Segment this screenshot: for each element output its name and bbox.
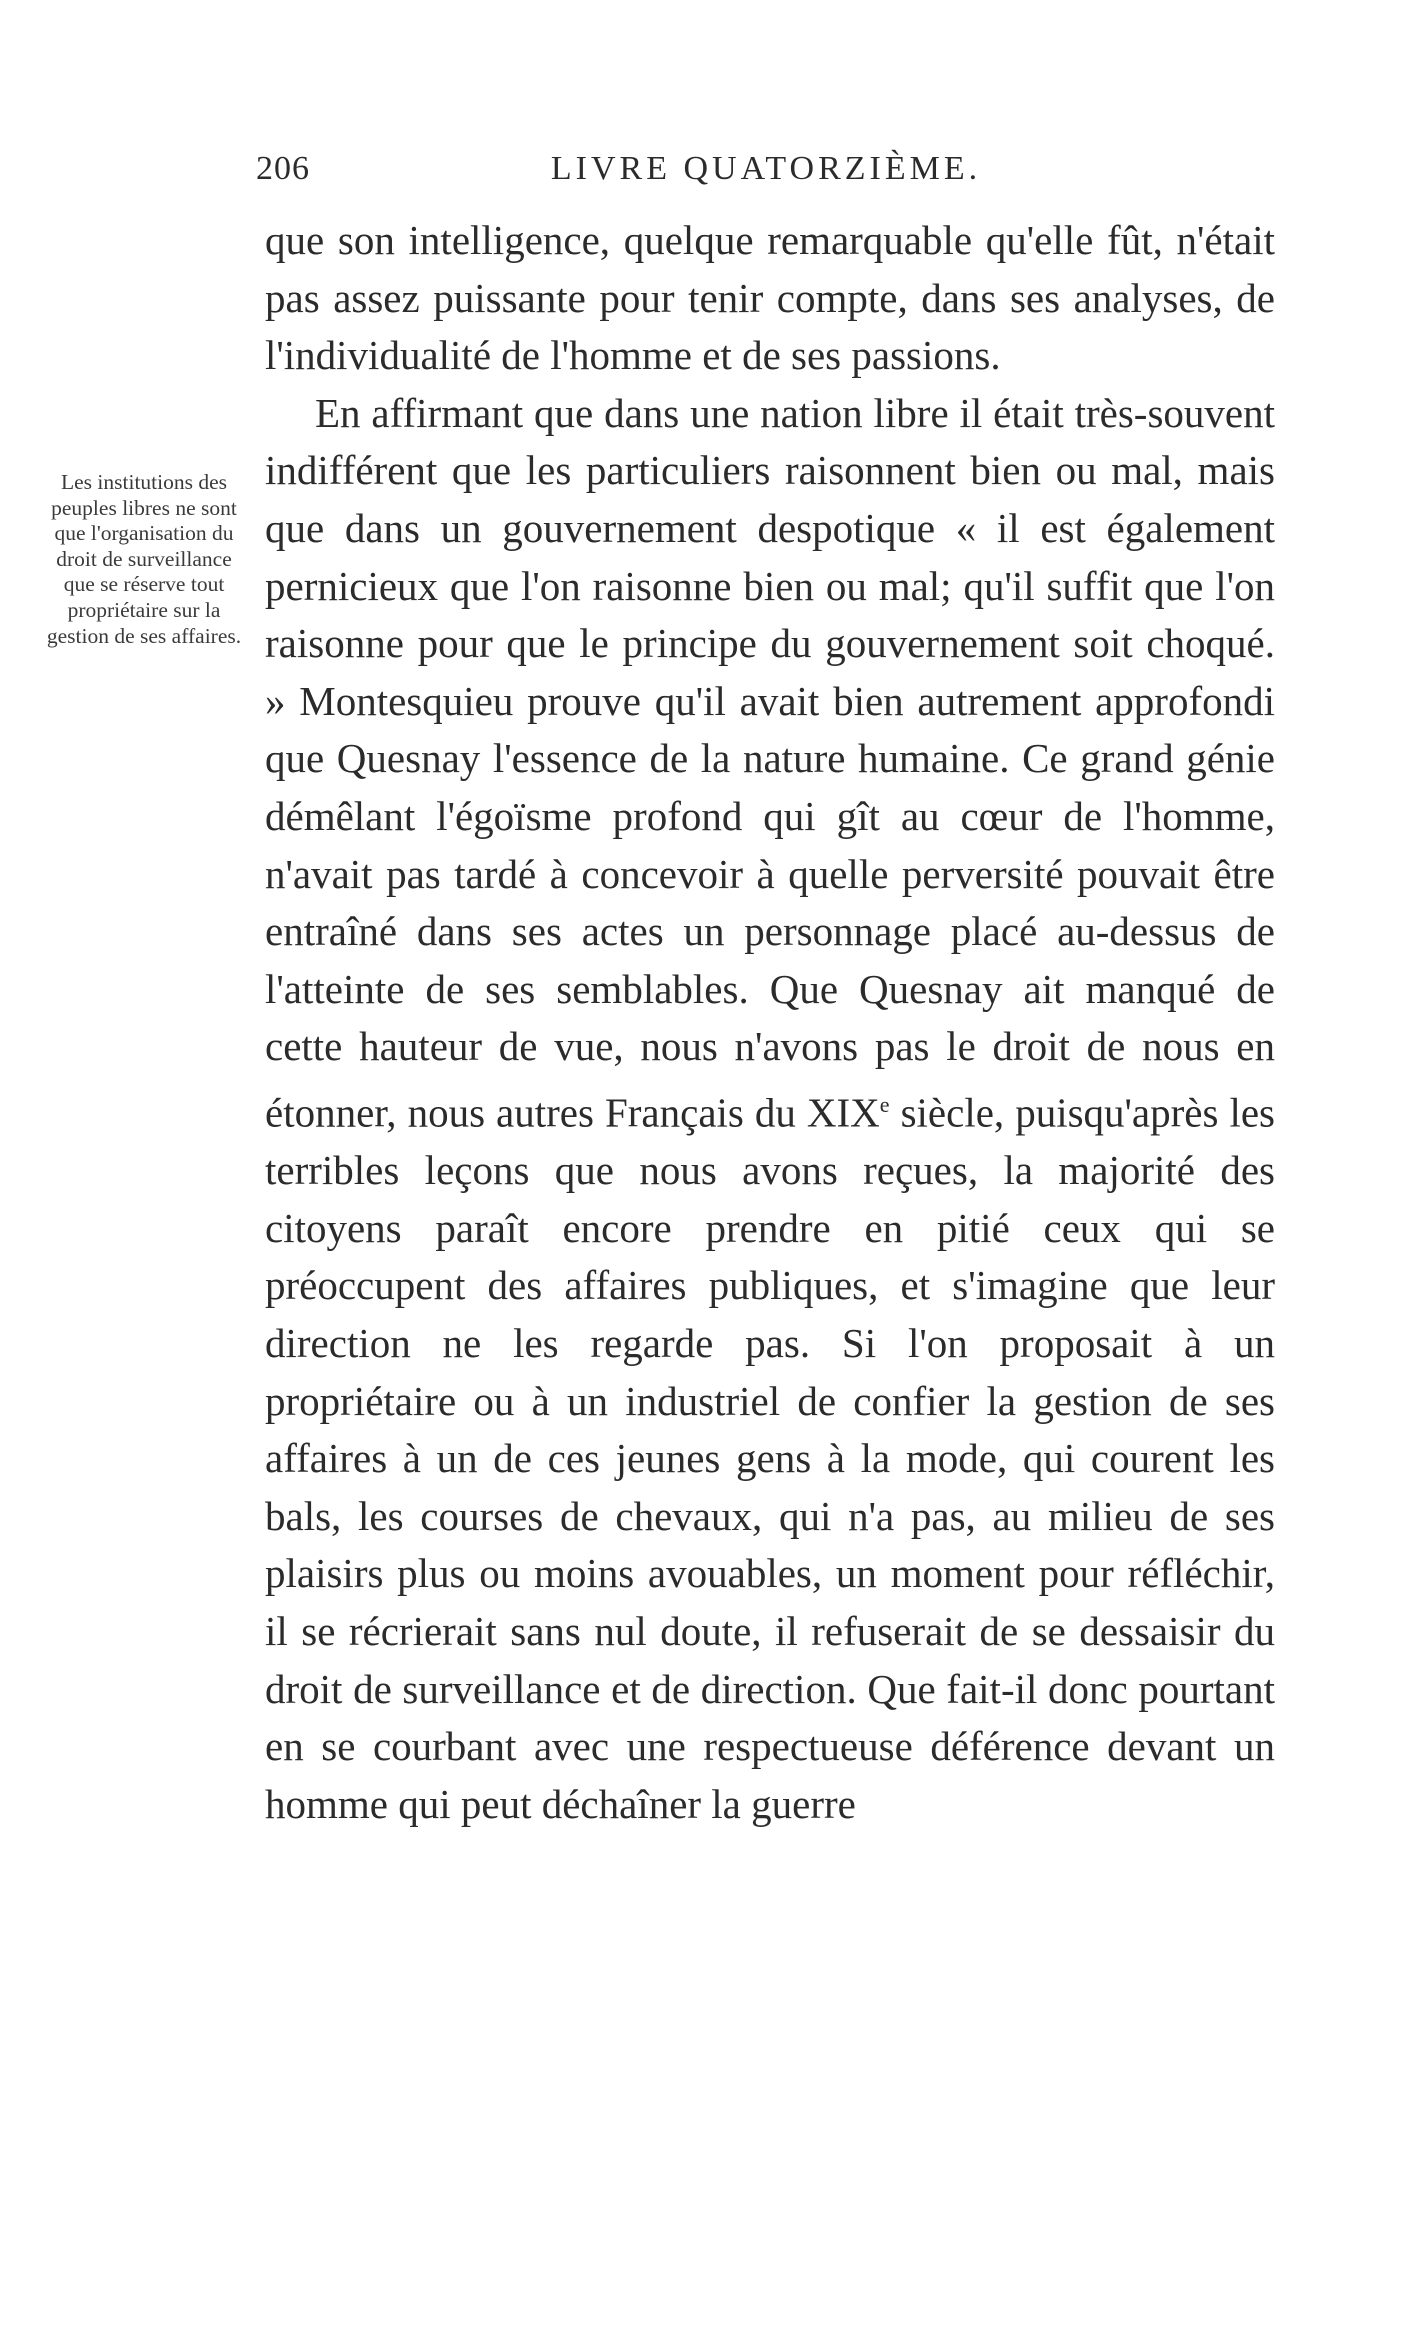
paragraph-text-part-2: siècle, puisqu'après les terribles leçons que nous avons reçues, la majorité des citoyens paraît encore prendre en pitié ceux qui se préoccupent des affaires publiques, et s'imagine que leur direction ne les regarde pas. Si l'on proposait à un propriétaire ou à un industriel de confier la gestion de ses affaires à un de ces jeunes gens à la mode, qui courent les bals, les courses de chevaux, qui n'a pas, au milieu de ses plaisirs plus ou moins avouables, un moment pour réfléchir, il se récrierait sans nul doute, il refuserait de se dessaisir du droit de surveillance et de direction. Que fait-il donc pourtant en se courbant avec une respectueuse déférence devant un homme qui peut déchaîner la guerre [265,1089,1275,1827]
page-number: 206 [256,150,310,187]
margin-note: Les institutions des peuples libres ne sont que l'organisation du droit de surveillance que se réserve tout propriétaire sur la gestion de ses affaires. [46,470,242,648]
running-title: LIVRE QUATORZIÈME. [550,150,982,187]
paragraph-montesquieu [265,385,1275,1834]
page-header [256,150,1276,200]
paragraph-text-part-1: En affirmant que dans une nation libre il était très-souvent indifférent que les particuliers raisonnent bien ou mal, mais que dans un gouvernement despotique « il est également pernicieux que l'on raisonne bien ou mal; qu'il suffit que l'on raisonne pour que le principe du gouvernement soit choqué. » Montesquieu prouve qu'il avait bien autrement approfondi que Quesnay l'essence de la nature humaine. Ce grand génie démêlant l'égoïsme profond qui gît au cœur de l'homme, n'avait pas tardé à concevoir à quelle perversité pouvait être entraîné dans ses actes un personnage placé au-dessus de l'atteinte de ses semblables. Que Quesnay ait manqué de cette hauteur de vue, nous n'avons pas le droit de nous en étonner, nous autres Français du XIX [265,389,1275,1136]
century-superscript: e [879,1091,890,1117]
paragraph-continued: que son intelligence, quelque remarquable qu'elle fût, n'était pas assez puissante pour tenir compte, dans ses analyses, de l'individualité de l'homme et de ses passions. [265,217,1275,379]
body-text [265,212,1275,1833]
